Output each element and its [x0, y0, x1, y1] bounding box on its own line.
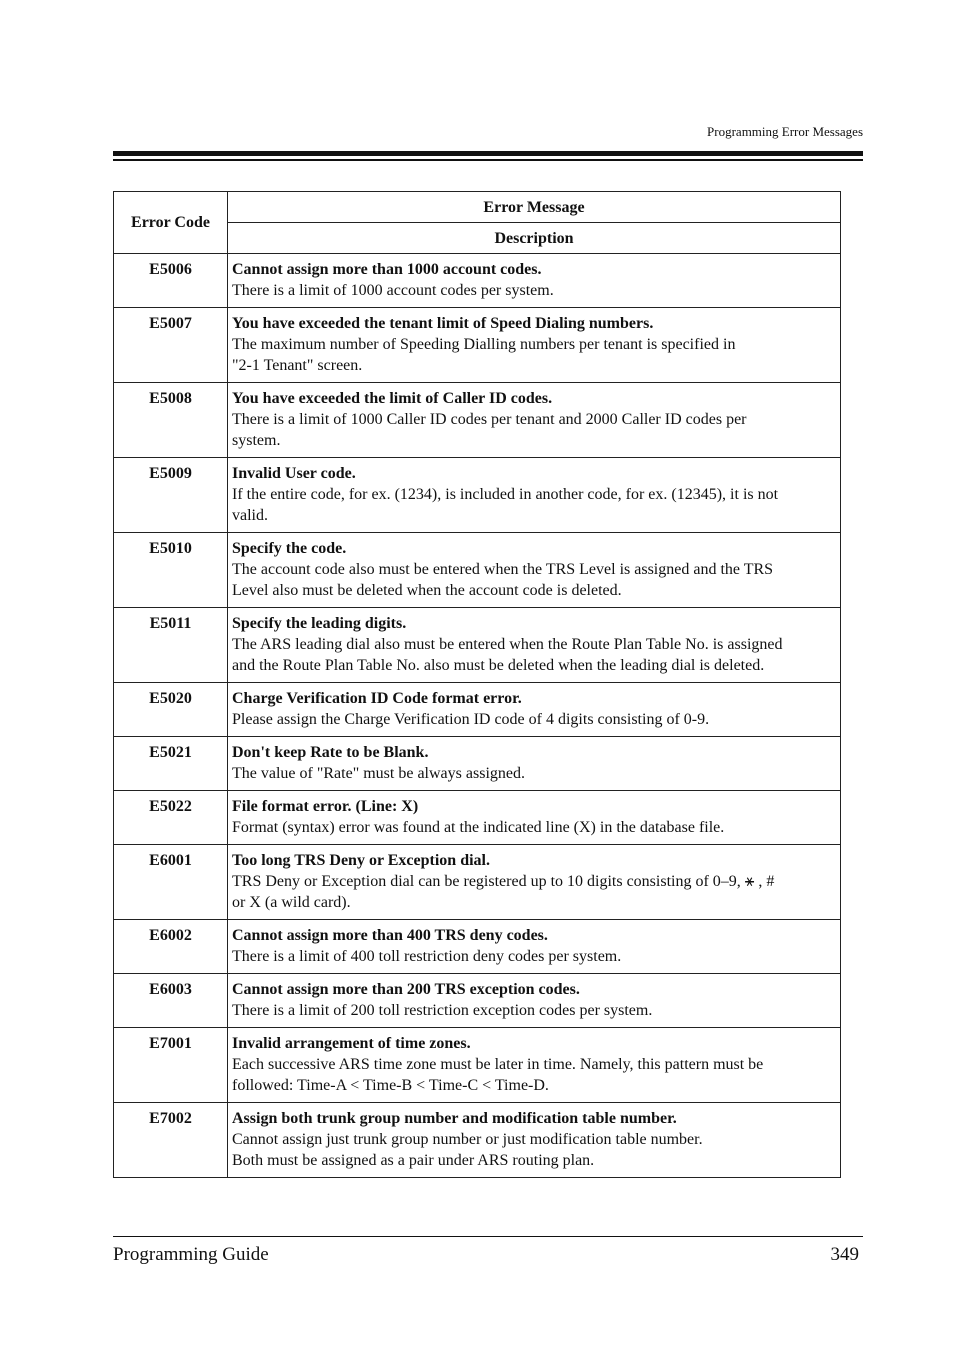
error-detail-cell	[228, 1103, 841, 1178]
error-message: Don't keep Rate to be Blank.	[232, 744, 429, 761]
column-header-error-message: Error Message	[228, 192, 841, 223]
column-header-error-code: Error Code	[114, 192, 228, 254]
error-code-cell: E6002	[114, 920, 228, 974]
error-message: Cannot assign more than 1000 account codes.	[232, 261, 542, 278]
table-row	[114, 737, 841, 791]
error-detail-cell	[228, 308, 841, 383]
error-code-cell: E6001	[114, 845, 228, 920]
table-row	[114, 683, 841, 737]
table-row	[114, 920, 841, 974]
error-detail-cell	[228, 533, 841, 608]
error-code-cell: E6003	[114, 974, 228, 1028]
error-message: Charge Verification ID Code format error.	[232, 690, 522, 707]
error-message: Invalid arrangement of time zones.	[232, 1035, 471, 1052]
error-description: TRS Deny or Exception dial can be registered up to 10 digits consisting of 0–9, ⚹ , # or X (a wild card).	[232, 873, 775, 911]
table-row	[114, 791, 841, 845]
table-row	[114, 383, 841, 458]
error-description: Format (syntax) error was found at the indicated line (X) in the database file.	[232, 819, 725, 836]
column-header-description: Description	[228, 223, 841, 254]
error-code-cell: E5022	[114, 791, 228, 845]
error-description: If the entire code, for ex. (1234), is included in another code, for ex. (12345), it is not valid.	[232, 486, 779, 524]
error-detail-cell	[228, 920, 841, 974]
error-message: Assign both trunk group number and modification table number.	[232, 1110, 677, 1127]
error-description: The value of "Rate" must be always assigned.	[232, 765, 525, 782]
table-row	[114, 845, 841, 920]
error-code-cell: E5008	[114, 383, 228, 458]
error-code-cell: E5021	[114, 737, 228, 791]
error-detail-cell	[228, 737, 841, 791]
error-detail-cell	[228, 845, 841, 920]
error-detail-cell	[228, 791, 841, 845]
footer-rule	[113, 1236, 863, 1237]
table-body	[114, 254, 841, 1178]
error-code-cell: E5009	[114, 458, 228, 533]
error-code-cell: E5007	[114, 308, 228, 383]
page-number: 349	[830, 1244, 859, 1265]
error-message: Specify the code.	[232, 540, 347, 557]
error-code-cell: E5006	[114, 254, 228, 308]
running-header: Programming Error Messages	[707, 124, 863, 139]
error-message: You have exceeded the tenant limit of Speed Dialing numbers.	[232, 315, 654, 332]
error-message: Cannot assign more than 400 TRS deny codes.	[232, 927, 548, 944]
error-code-table	[113, 191, 841, 1178]
table-row	[114, 608, 841, 683]
error-message: File format error. (Line: X)	[232, 798, 419, 815]
error-code-cell: E7002	[114, 1103, 228, 1178]
error-description: The maximum number of Speeding Dialling numbers per tenant is specified in "2-1 Tenant" screen.	[232, 336, 736, 374]
table-row	[114, 974, 841, 1028]
error-message: Cannot assign more than 200 TRS exception codes.	[232, 981, 580, 998]
table-row	[114, 1103, 841, 1178]
error-code-cell: E5020	[114, 683, 228, 737]
error-description: Each successive ARS time zone must be later in time. Namely, this pattern must be followed: Time-A < Time-B < Time-C < Time-D.	[232, 1056, 764, 1094]
table-row	[114, 308, 841, 383]
error-code-cell: E7001	[114, 1028, 228, 1103]
error-description: There is a limit of 200 toll restriction exception codes per system.	[232, 1002, 653, 1019]
error-message: Invalid User code.	[232, 465, 356, 482]
error-description: There is a limit of 400 toll restriction deny codes per system.	[232, 948, 622, 965]
error-detail-cell	[228, 974, 841, 1028]
error-code-cell: E5011	[114, 608, 228, 683]
table-row	[114, 533, 841, 608]
error-detail-cell	[228, 254, 841, 308]
error-detail-cell	[228, 383, 841, 458]
error-description: Cannot assign just trunk group number or just modification table number. Both must be assigned as a pair under ARS routing plan.	[232, 1131, 703, 1169]
error-detail-cell	[228, 608, 841, 683]
error-description: There is a limit of 1000 Caller ID codes per tenant and 2000 Caller ID codes per system.	[232, 411, 747, 449]
table-row	[114, 458, 841, 533]
header-rule-thick	[113, 151, 863, 156]
error-detail-cell	[228, 1028, 841, 1103]
error-description: There is a limit of 1000 account codes per system.	[232, 282, 554, 299]
error-detail-cell	[228, 458, 841, 533]
header-rule-thin	[113, 159, 863, 161]
error-description: The ARS leading dial also must be entered when the Route Plan Table No. is assigned and the Route Plan Table No. also must be deleted when the leading dial is deleted.	[232, 636, 783, 674]
footer-title: Programming Guide	[113, 1244, 269, 1265]
error-code-cell: E5010	[114, 533, 228, 608]
error-message: You have exceeded the limit of Caller ID codes.	[232, 390, 553, 407]
table-row	[114, 1028, 841, 1103]
error-description: The account code also must be entered when the TRS Level is assigned and the TRS Level also must be deleted when the account code is deleted.	[232, 561, 774, 599]
error-message: Too long TRS Deny or Exception dial.	[232, 852, 490, 869]
table-row	[114, 254, 841, 308]
error-detail-cell	[228, 683, 841, 737]
error-message: Specify the leading digits.	[232, 615, 407, 632]
error-description: Please assign the Charge Verification ID code of 4 digits consisting of 0-9.	[232, 711, 710, 728]
